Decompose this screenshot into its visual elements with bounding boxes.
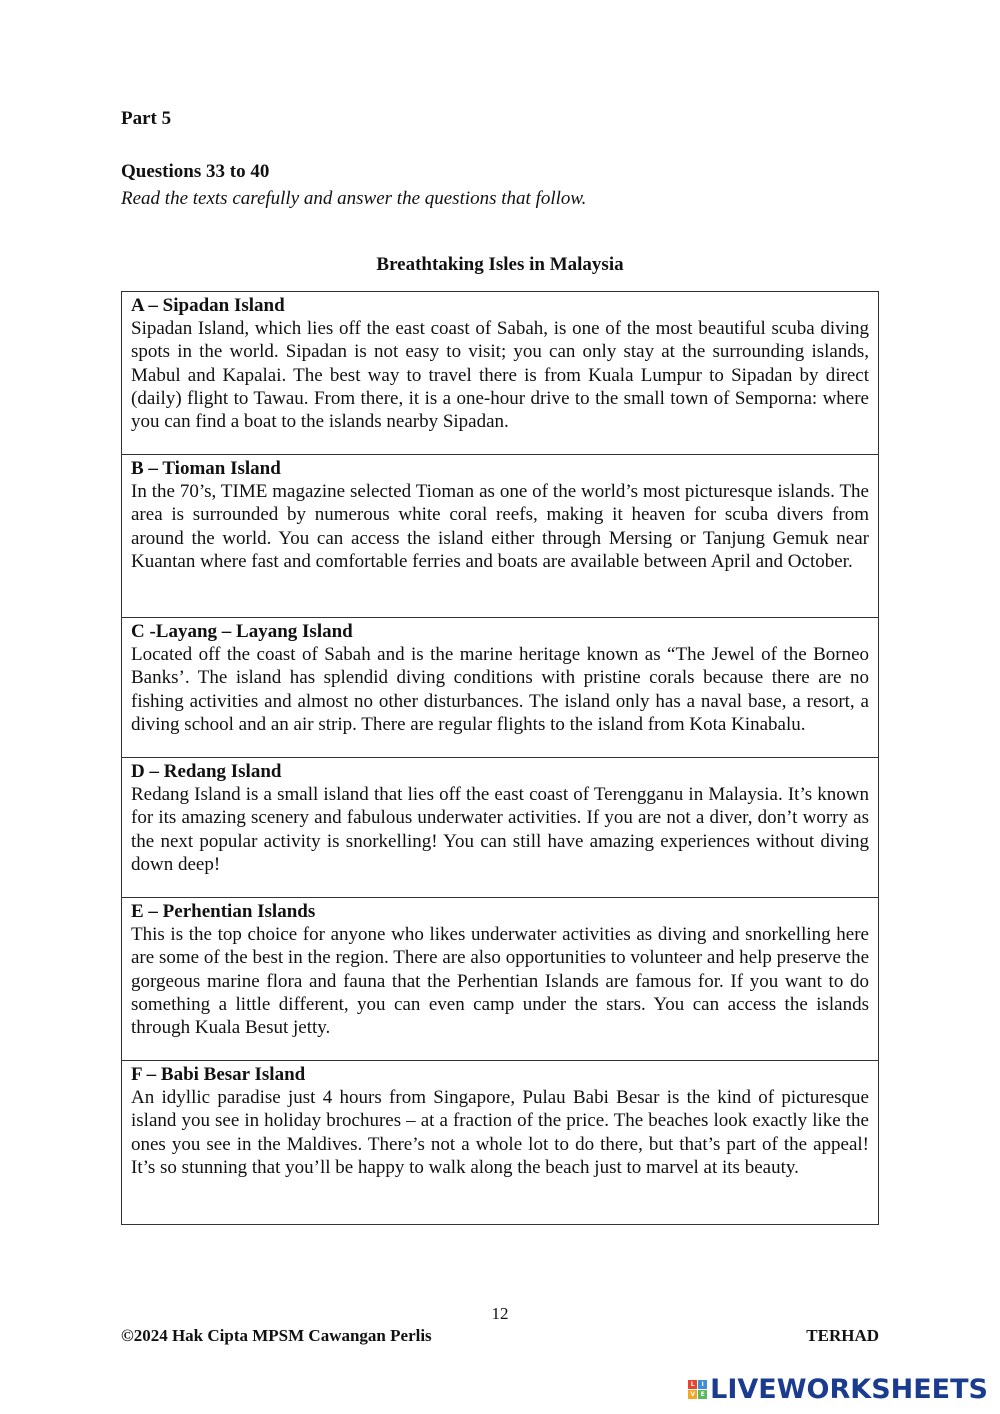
classification-label: TERHAD — [806, 1326, 879, 1345]
document-title: Breathtaking Isles in Malaysia — [376, 254, 624, 275]
copyright-notice: ©2024 Hak Cipta MPSM Cawangan Perlis — [121, 1326, 432, 1345]
logo-letter-v: V — [688, 1390, 697, 1399]
island-description: In the 70’s, TIME magazine selected Tioman as one of the world’s most picturesque islands. The area is surrounded by numerous white coral reefs, making it heaven for scuba divers from around the world. You can access the island either through Mersing or Tanjung Gemuk near Kuantan where fast and comfortable ferries and boats are available between April and October. — [131, 481, 869, 572]
island-heading: A – Sipadan Island — [131, 295, 285, 316]
logo-letter-l: L — [688, 1380, 697, 1389]
logo-letter-i: I — [698, 1380, 707, 1389]
page-number: 12 — [491, 1304, 509, 1323]
island-description: An idyllic paradise just 4 hours from Singapore, Pulau Babi Besar is the kind of picturesque island you see in holiday brochures – at a fraction of the price. The beaches look exactly like the ones you see in the Maldives. There’s not a whole lot to do there, but that’s part of the appeal! It’s so stunning that you’ll be happy to walk along the beach just to marvel at its beauty. — [131, 1087, 869, 1178]
island-entry-b — [122, 455, 878, 618]
logo-letter-e: E — [698, 1390, 707, 1399]
island-table — [121, 291, 879, 1225]
island-description: Located off the coast of Sabah and is the marine heritage known as “The Jewel of the Borneo Banks’. The island has splendid diving conditions with pristine corals because there are no fishing activities and almost no other disturbances. The island only has a naval base, a resort, a diving school and an air strip. There are regular flights to the island from Kota Kinabalu. — [131, 644, 869, 735]
island-heading: D – Redang Island — [131, 761, 282, 782]
island-heading: E – Perhentian Islands — [131, 901, 316, 922]
part-title: Part 5 — [121, 108, 172, 129]
island-entry-a — [122, 292, 878, 455]
questions-title: Questions 33 to 40 — [121, 161, 270, 182]
island-entry-e — [122, 898, 878, 1061]
island-heading: C -Layang – Layang Island — [131, 621, 353, 642]
island-heading: B – Tioman Island — [131, 458, 281, 479]
island-entry-f — [122, 1061, 878, 1224]
island-description: This is the top choice for anyone who likes underwater activities as diving and snorkelling here are some of the best in the region. There are also opportunities to volunteer and help preserve the gorgeous marine flora and fauna that the Perhentian Islands are famous for. If you want to do something a little different, you can even camp under the stars. You can access the islands through Kuala Besut jetty. — [131, 924, 869, 1039]
island-heading: F – Babi Besar Island — [131, 1064, 306, 1085]
liveworksheets-wordmark: LIVEWORKSHEETS — [710, 1374, 988, 1405]
liveworksheets-logo-icon — [688, 1380, 707, 1399]
island-description: Sipadan Island, which lies off the east coast of Sabah, is one of the most beautiful scuba diving spots in the world. Sipadan is not easy to visit; you can only stay at the surrounding islands, Mabul and Kapalai. The best way to travel there is from Kuala Lumpur to Sipadan by direct (daily) flight to Tawau. From there, it is a one-hour drive to the small town of Semporna: where you can find a boat to the islands nearby Sipadan. — [131, 318, 869, 433]
island-entry-c — [122, 618, 878, 758]
instruction-text: Read the texts carefully and answer the questions that follow. — [121, 188, 587, 209]
liveworksheets-watermark[interactable] — [688, 1374, 988, 1405]
island-description: Redang Island is a small island that lies off the east coast of Terengganu in Malaysia. It’s known for its amazing scenery and fabulous underwater activities. If you are not a diver, don’t worry as the next popular activity is snorkelling! You can still have amazing experiences without diving down deep! — [131, 784, 869, 875]
island-entry-d — [122, 758, 878, 898]
